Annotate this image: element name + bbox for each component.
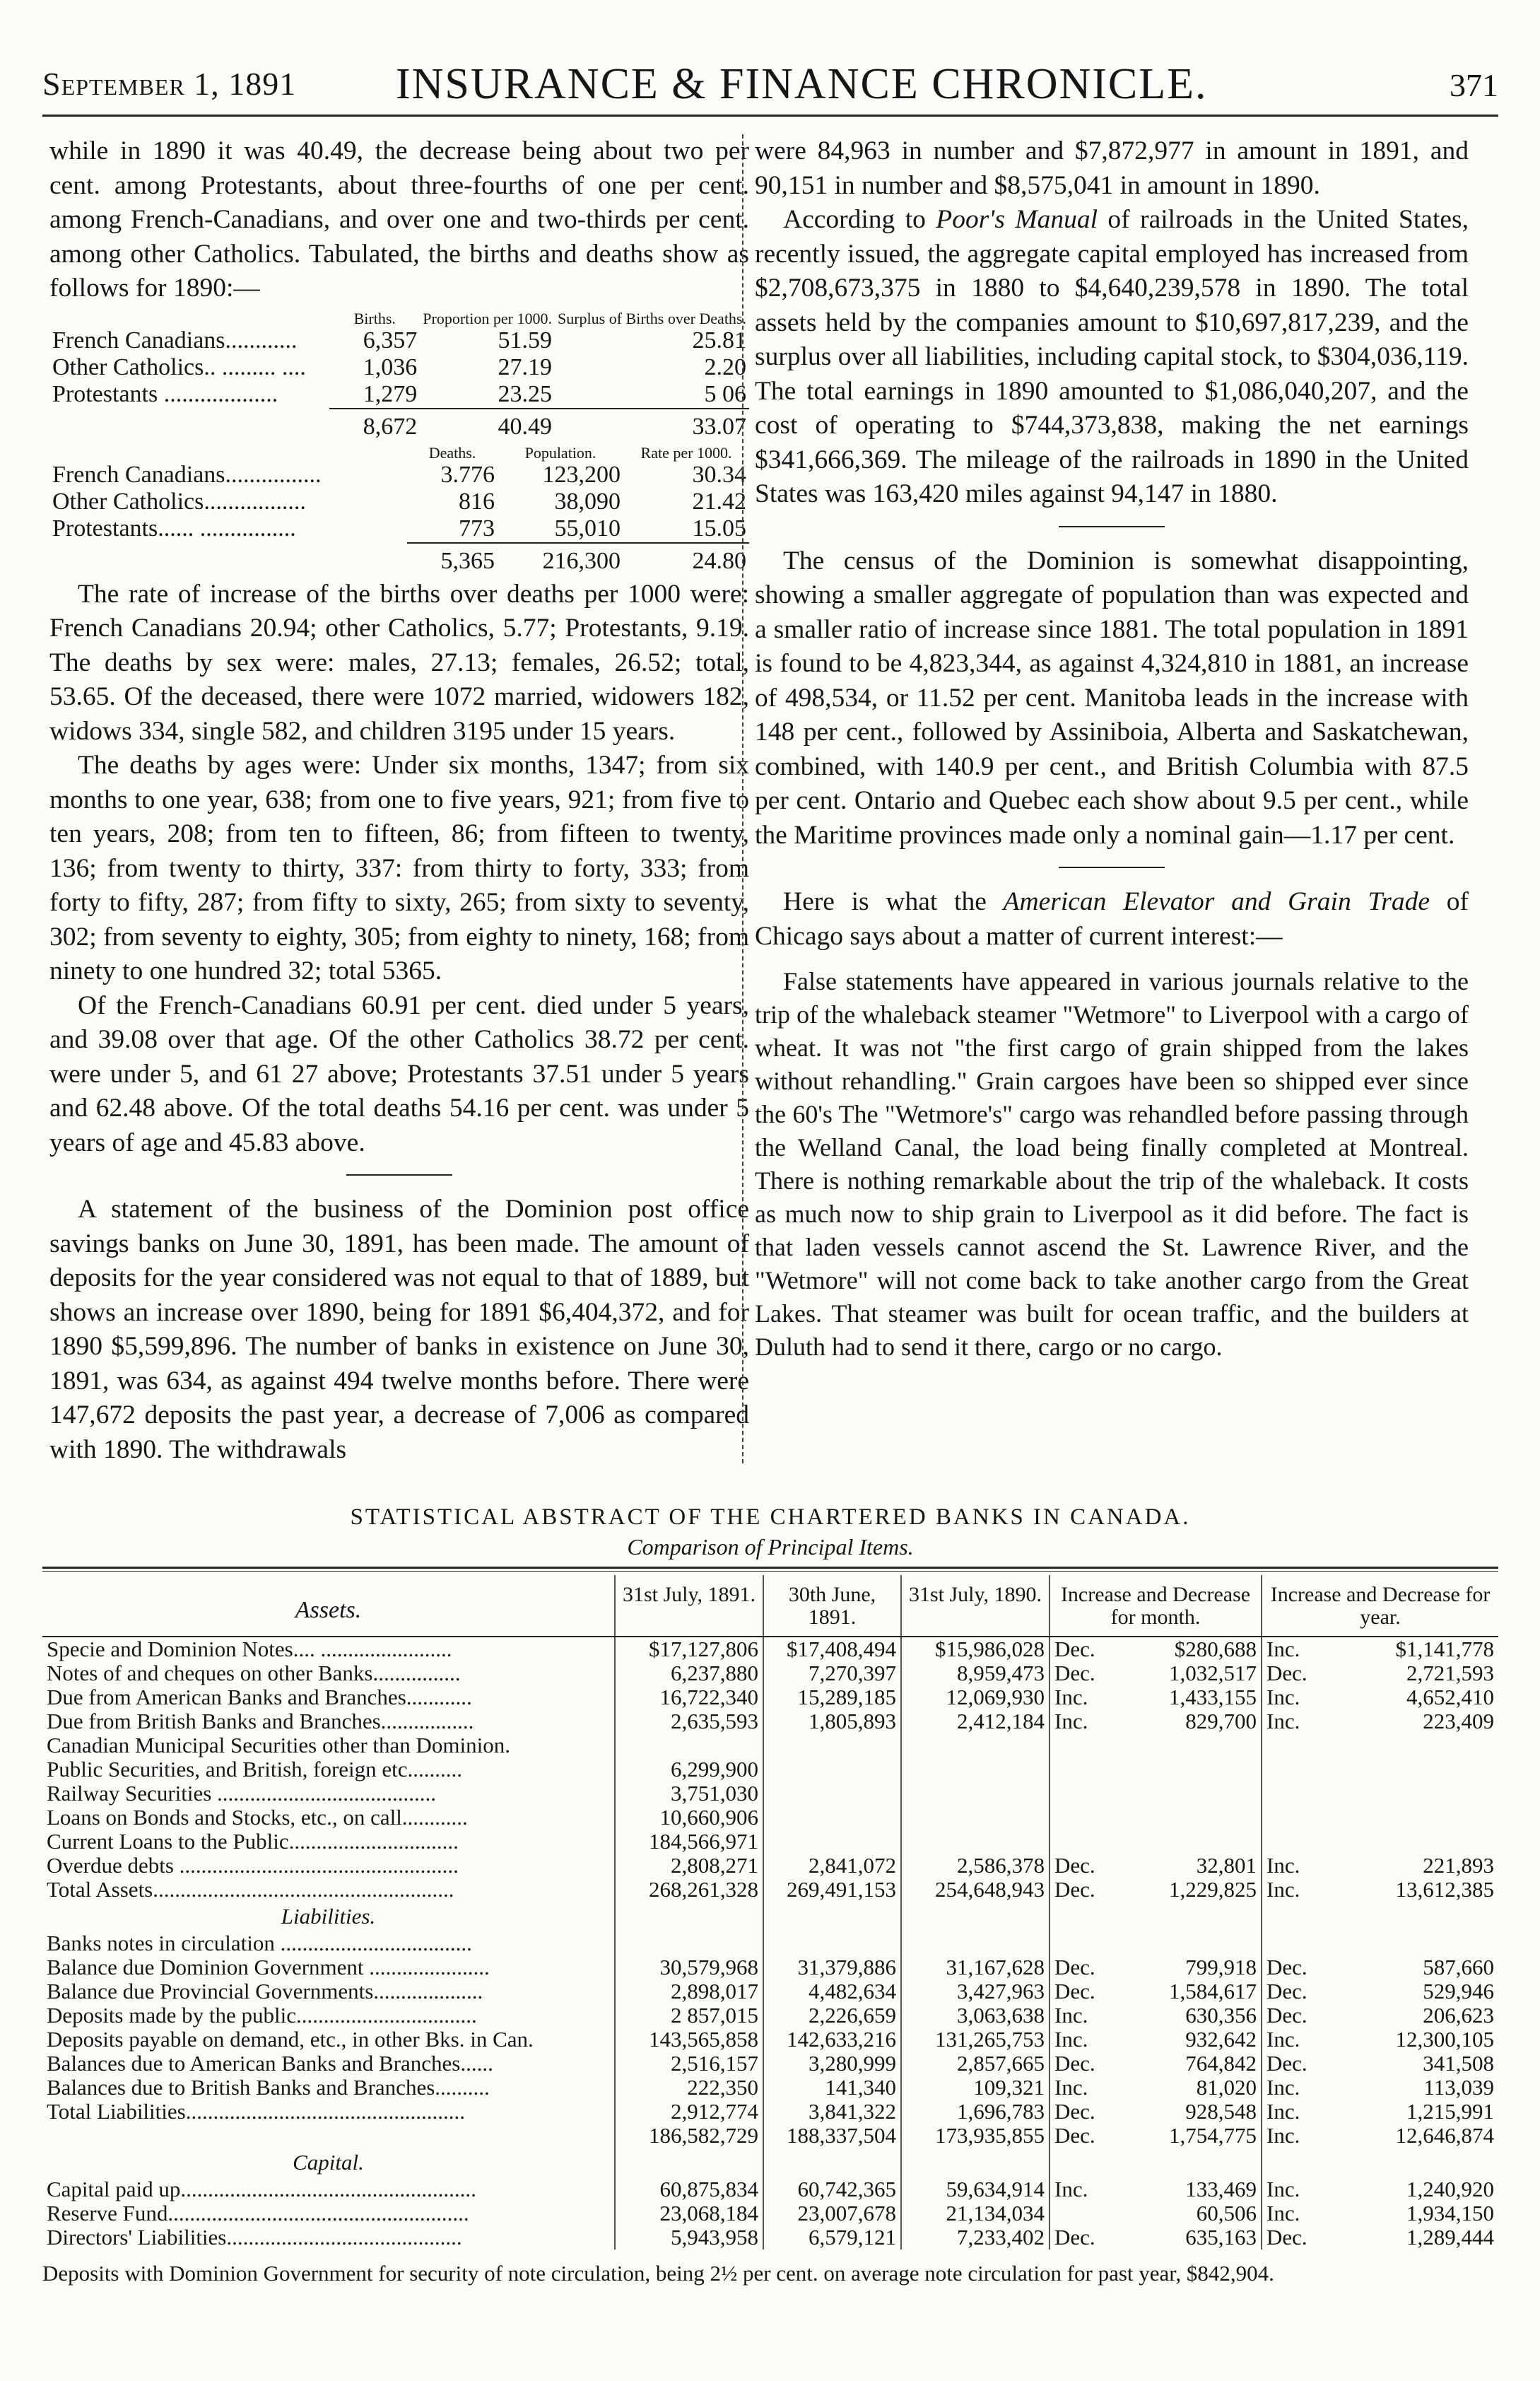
right-paragraph-1: were 84,963 in number and $7,872,977 in amount in 1891, and 90,151 in number and $8,575,041 in amount in 1890.	[755, 136, 1469, 200]
cell-yv: 4,652,410	[1406, 1685, 1495, 1709]
cell-y: Inc.	[1262, 1685, 1329, 1709]
cell-yv	[1329, 1757, 1498, 1782]
cell-c3: 3,427,963	[901, 1979, 1050, 2003]
table-total-row: 8,672 40.49 33.07	[49, 409, 749, 440]
cell-y: Inc.	[1262, 2201, 1329, 2225]
col-change-month: Increase and Decrease for month.	[1050, 1575, 1262, 1637]
table-row	[42, 1709, 1498, 1733]
cell-m: Inc.	[1050, 2028, 1117, 2052]
cell-yv: 1,215,991	[1406, 2100, 1495, 2124]
cell-c1: 3,751,030	[615, 1782, 763, 1806]
cell-yv: 206,623	[1423, 2003, 1495, 2028]
cell-c1: 222,350	[615, 2076, 763, 2100]
cell-item: Deposits made by the public.................................	[47, 2003, 477, 2028]
table-row	[42, 1782, 1498, 1806]
cell-mv: 799,918	[1185, 1955, 1257, 1979]
page-number: 371	[1450, 67, 1498, 103]
cell-c2: 3,280,999	[763, 2052, 901, 2076]
capital-heading: Capital.	[293, 2150, 364, 2175]
cell-yv	[1329, 1830, 1498, 1854]
cell-c1	[615, 1931, 763, 1955]
cell-item: Deposits payable on demand, etc., in other Bks. in Can.	[47, 2028, 534, 2052]
cell-c1: 2,635,593	[615, 1709, 763, 1733]
cell-c2	[763, 1931, 901, 1955]
cell-c1: 2,898,017	[615, 1979, 763, 2003]
cell-yv: 2,721,593	[1406, 1661, 1495, 1685]
cell-c3: 2,857,665	[901, 2052, 1050, 2076]
right-quotation: False statements have appeared in various journals relative to the trip of the whaleback steamer "Wetmore" to Liverpool with a cargo of wheat. It was not "the first cargo of grain shipped from the lakes without rehandling." Grain cargoes have been so shipped ever since the 60's The "Wetmore's" cargo was rehandled before passing through the Welland Canal, the load being finally completed at Montreal. There is nothing remarkable about the trip of the whaleback. It costs as much now to ship grain to Liverpool as it did before. The fact is that laden vessels cannot ascend the St. Lawrence River, and the "Wetmore" will not come back to take another cargo from the Great Lakes. That steamer was built for ocean traffic, and the builders at Duluth had to send it there, cargo or no cargo.	[755, 967, 1469, 1361]
cell-c2: 2,226,659	[763, 2003, 901, 2028]
cell-item: Directors' Liabilities...........................................	[47, 2225, 462, 2250]
cell-y: Dec.	[1262, 1955, 1329, 1979]
cell-c3: 12,069,930	[901, 1685, 1050, 1709]
left-paragraph-4: Of the French-Canadians 60.91 per cent. died under 5 years, and 39.08 over that age. Of the other Catholics 38.72 per cent. were under 5, and 61 27 above; Protestants 37.51 under 5 years and 62.48 above. Of the total deaths 54.16 per cent. was under 5 years of age and 45.83 above.	[49, 990, 749, 1157]
table-row	[42, 1661, 1498, 1685]
table-row	[42, 2052, 1498, 2076]
cell-c1: 16,722,340	[615, 1685, 763, 1709]
cell-c2: 1,805,893	[763, 1709, 901, 1733]
cell-mv	[1117, 1757, 1262, 1782]
table-row	[42, 1757, 1498, 1782]
cell-c1: 5,943,958	[615, 2225, 763, 2250]
cell-c3: 8,959,473	[901, 1661, 1050, 1685]
liabilities-heading: Liabilities.	[281, 1904, 376, 1929]
cell-item: Canadian Municipal Securities other than Dominion.	[47, 1733, 511, 1757]
cell-y: Dec.	[1262, 1661, 1329, 1685]
cell-y: Inc.	[1262, 1637, 1329, 1661]
table-row	[42, 1685, 1498, 1709]
table-row	[42, 1733, 1498, 1757]
cell-yv: 13,612,385	[1395, 1878, 1495, 1902]
abstract-top-rule	[42, 1567, 1498, 1569]
cell-mv: 1,754,775	[1169, 2124, 1257, 2148]
cell-mv: 1,229,825	[1169, 1878, 1257, 1902]
cell-mv: 1,433,155	[1169, 1685, 1257, 1709]
table-row	[42, 1878, 1498, 1902]
cell-yv: $1,141,778	[1395, 1637, 1495, 1661]
cell-c3: 2,412,184	[901, 1709, 1050, 1733]
cell-c1: 2,808,271	[615, 1854, 763, 1878]
cell-c3: 254,648,943	[901, 1878, 1050, 1902]
cell-item: Total Liabilities...................................................	[47, 2100, 465, 2124]
cell-mv: 635,163	[1185, 2225, 1257, 2250]
cell-c2	[763, 1757, 901, 1782]
cell-y: Inc.	[1262, 2124, 1329, 2148]
cell-y: Inc.	[1262, 2076, 1329, 2100]
cell-yv: 1,934,150	[1406, 2201, 1495, 2225]
table-row	[42, 2076, 1498, 2100]
cell-c2: 142,633,216	[763, 2028, 901, 2052]
cell-m: Dec.	[1050, 1854, 1117, 1878]
cell-mv: 764,842	[1185, 2052, 1257, 2076]
births-table	[49, 310, 749, 440]
cell-m	[1050, 1931, 1117, 1955]
column-divider	[742, 134, 743, 1463]
cell-c1: 2 857,015	[615, 2003, 763, 2028]
births-header: Births.	[353, 309, 396, 327]
left-column	[49, 134, 749, 1467]
cell-y	[1262, 1830, 1329, 1854]
left-paragraph-3: The deaths by ages were: Under six months, 1347; from six months to one year, 638; from one to five years, 921; from five to ten years, 208; from ten to fifteen, 86; from fifteen to twenty, 136; from twenty to thirty, 337: from thirty to forty, 333; from forty to fifty, 287; from fifty to sixty, 265; from sixty to seventy, 302; from seventy to eighty, 305; from eighty to ninety, 168; from ninety to one hundred 32; total 5365.	[49, 751, 749, 985]
cell-c2: 188,337,504	[763, 2124, 901, 2148]
cell-item: Public Securities, and British, foreign etc..........	[47, 1757, 463, 1782]
cell-c3: 2,586,378	[901, 1854, 1050, 1878]
cell-item: Loans on Bonds and Stocks, etc., on call............	[47, 1806, 468, 1830]
cell-c1: 30,579,968	[615, 1955, 763, 1979]
left-paragraph-1: while in 1890 it was 40.49, the decrease being about two per cent. among Protestants, about three-fourths of one per cent. among French-Canadians, and over one and two-thirds per cent. among other Catholics. Tabulated, the births and deaths show as follows for 1890:—	[49, 136, 749, 303]
cell-c1: 6,299,900	[615, 1757, 763, 1782]
abstract-top-rule-thin	[42, 1571, 1498, 1572]
table-row: Protestants ................... 1,279 23.25 5 06	[52, 380, 746, 407]
table-row	[42, 1637, 1498, 1661]
cell-c2: 31,379,886	[763, 1955, 901, 1979]
cell-m: Dec.	[1050, 1979, 1117, 2003]
table-row	[42, 2124, 1498, 2148]
cell-m: Dec.	[1050, 1955, 1117, 1979]
cell-c3	[901, 1782, 1050, 1806]
cell-c1: 184,566,971	[615, 1830, 763, 1854]
cell-c2: 23,007,678	[763, 2201, 901, 2225]
table-row: French Canadians................ 3.776 123,200 30.34	[52, 461, 746, 488]
section-divider	[1059, 867, 1165, 868]
cell-c3: 1,696,783	[901, 2100, 1050, 2124]
cell-c3: 59,634,914	[901, 2177, 1050, 2201]
cell-c3: 7,233,402	[901, 2225, 1050, 2250]
cell-yv: 223,409	[1423, 1709, 1495, 1733]
cell-m: Inc.	[1050, 1709, 1117, 1733]
cell-mv	[1117, 1931, 1262, 1955]
table-row	[42, 2028, 1498, 2052]
right-column	[755, 134, 1469, 1364]
cell-mv: 81,020	[1196, 2076, 1257, 2100]
table-row	[42, 2003, 1498, 2028]
left-paragraph-2: The rate of increase of the births over deaths per 1000 were: French Canadians 20.94; other Catholics, 5.77; Protestants, 9.19. The deaths by sex were: males, 27.13; females, 26.52; total, 53.65. Of the deceased, there were 1072 married, widowers 182, widows 334, single 582, and children 3195 under 15 years.	[49, 579, 749, 746]
table-row: French Canadians............ 6,357 51.59 25.81	[52, 327, 746, 353]
cell-mv	[1117, 1782, 1262, 1806]
cell-y: Inc.	[1262, 2100, 1329, 2124]
cell-y: Inc.	[1262, 1854, 1329, 1878]
cell-c2: 269,491,153	[763, 1878, 901, 1902]
cell-m	[1050, 1757, 1117, 1782]
cell-m: Dec.	[1050, 2100, 1117, 2124]
table-row	[42, 2201, 1498, 2225]
cell-c2: 7,270,397	[763, 1661, 901, 1685]
cell-item: Balances due to American Banks and Branches......	[47, 2052, 493, 2076]
cell-c1	[615, 1733, 763, 1757]
table-row	[42, 1931, 1498, 1955]
cell-m: Inc.	[1050, 1685, 1117, 1709]
table-row	[42, 2225, 1498, 2250]
cell-m: Dec.	[1050, 1661, 1117, 1685]
cell-mv: 1,032,517	[1169, 1661, 1257, 1685]
cell-yv	[1329, 1733, 1498, 1757]
cell-item: Due from British Banks and Branches.................	[47, 1709, 474, 1733]
cell-yv: 341,508	[1423, 2052, 1495, 2076]
cell-item: Balance due Provincial Governments....................	[47, 1979, 483, 2003]
cell-c3: $15,986,028	[901, 1637, 1050, 1661]
cell-m	[1050, 1806, 1117, 1830]
assets-header: Assets.	[42, 1575, 615, 1637]
cell-c1: 6,237,880	[615, 1661, 763, 1685]
cell-c2: $17,408,494	[763, 1637, 901, 1661]
cell-yv: 1,289,444	[1406, 2225, 1495, 2250]
cell-mv: $280,688	[1174, 1637, 1257, 1661]
proportion-header: Proportion per 1000.	[423, 309, 552, 327]
col-31st-july-1891: 31st July, 1891.	[615, 1575, 763, 1637]
cell-yv: 221,893	[1423, 1854, 1495, 1878]
surplus-header: Surplus of Births over Deaths.	[557, 309, 746, 327]
cell-y: Dec.	[1262, 2052, 1329, 2076]
cell-m	[1050, 2201, 1117, 2225]
cell-c3: 3,063,638	[901, 2003, 1050, 2028]
cell-item	[42, 2124, 615, 2148]
cell-m: Inc.	[1050, 2076, 1117, 2100]
cell-mv: 133,469	[1185, 2177, 1257, 2201]
cell-item: Balances due to British Banks and Branches..........	[47, 2076, 490, 2100]
col-30th-june-1891: 30th June, 1891.	[763, 1575, 901, 1637]
table-row	[42, 2177, 1498, 2201]
cell-mv: 928,548	[1185, 2100, 1257, 2124]
cell-mv: 1,584,617	[1169, 1979, 1257, 2003]
cell-item: Total Assets.......................................................	[47, 1878, 454, 1902]
cell-m: Inc.	[1050, 2177, 1117, 2201]
cell-m: Dec.	[1050, 2124, 1117, 2148]
cell-item: Reserve Fund.......................................................	[47, 2201, 469, 2225]
cell-item: Due from American Banks and Branches............	[47, 1685, 472, 1709]
cell-c2: 3,841,322	[763, 2100, 901, 2124]
abstract-subtitle: Comparison of Principal Items.	[627, 1534, 914, 1560]
cell-item: Balance due Dominion Government ......................	[47, 1955, 490, 1979]
cell-item: Banks notes in circulation ...................................	[47, 1931, 472, 1955]
cell-m: Dec.	[1050, 1878, 1117, 1902]
cell-c2: 2,841,072	[763, 1854, 901, 1878]
italic-title: Poor's Manual	[936, 205, 1098, 234]
cell-c1: 2,516,157	[615, 2052, 763, 2076]
cell-c3: 173,935,855	[901, 2124, 1050, 2148]
population-header: Population.	[524, 443, 596, 462]
rate-header: Rate per 1000.	[640, 443, 732, 462]
cell-c2: 6,579,121	[763, 2225, 901, 2250]
section-divider	[1059, 526, 1165, 527]
cell-yv: 587,660	[1423, 1955, 1495, 1979]
cell-c1: $17,127,806	[615, 1637, 763, 1661]
page-header	[42, 55, 1498, 112]
cell-c2	[763, 1806, 901, 1830]
cell-c3	[901, 1931, 1050, 1955]
abstract-footnote: Deposits with Dominion Government for security of note circulation, being 2½ per cent. on average note circulation for past year, $842,904.	[42, 2261, 1274, 2286]
publication-title: INSURANCE & FINANCE CHRONICLE.	[396, 60, 1208, 108]
cell-item: Overdue debts ...................................................	[47, 1854, 459, 1878]
cell-c2	[763, 1782, 901, 1806]
cell-c3: 109,321	[901, 2076, 1050, 2100]
col-change-year: Increase and Decrease for year.	[1262, 1575, 1498, 1637]
cell-c1: 60,875,834	[615, 2177, 763, 2201]
cell-yv	[1329, 1806, 1498, 1830]
cell-y	[1262, 1733, 1329, 1757]
cell-y: Inc.	[1262, 1878, 1329, 1902]
table-row: Protestants...... ................ 773 55,010 15.05	[52, 515, 746, 542]
cell-m	[1050, 1782, 1117, 1806]
header-rule	[42, 115, 1498, 117]
cell-c3: 21,134,034	[901, 2201, 1050, 2225]
cell-m	[1050, 1830, 1117, 1854]
cell-mv: 932,642	[1185, 2028, 1257, 2052]
cell-c2	[763, 1830, 901, 1854]
cell-y	[1262, 1931, 1329, 1955]
cell-y: Inc.	[1262, 1709, 1329, 1733]
cell-m: Inc.	[1050, 2003, 1117, 2028]
cell-c1: 2,912,774	[615, 2100, 763, 2124]
cell-mv	[1117, 1733, 1262, 1757]
cell-yv: 12,646,874	[1395, 2124, 1495, 2148]
cell-c3: 31,167,628	[901, 1955, 1050, 1979]
cell-c2: 141,340	[763, 2076, 901, 2100]
cell-c3	[901, 1830, 1050, 1854]
cell-yv: 529,946	[1423, 1979, 1495, 2003]
issue-date: September 1, 1891	[42, 66, 297, 102]
right-paragraph-2: According to Poor's Manual of railroads in the United States, recently issued, the aggregate capital employed has increased from $2,708,673,375 in 1880 to $4,640,239,578 in 1890. The total assets held by the companies amount to $10,697,817,239, and the surplus over all liabilities, including capital stock, to $304,036,119. The total earnings in 1890 amounted to $1,086,040,207, and the cost of operating to $744,373,838, making the net earnings $341,666,369. The mileage of the railroads in 1890 in the United States was 163,420 miles against 94,147 in 1880.	[755, 205, 1469, 508]
cell-c2: 60,742,365	[763, 2177, 901, 2201]
cell-c1: 10,660,906	[615, 1806, 763, 1830]
left-paragraph-5: A statement of the business of the Dominion post office savings banks on June 30, 1891, has been made. The amount of deposits for the year considered was not equal to that of 1889, but shows an increase over 1890, being for 1891 $6,404,372, and for 1890 $5,599,896. The number of banks in existence on June 30, 1891, was 634, as against 494 twelve months before. There were 147,672 deposits the past year, a decrease of 7,006 as compared with 1890. The withdrawals	[49, 1195, 749, 1464]
cell-y: Inc.	[1262, 2028, 1329, 2052]
table-row	[42, 1854, 1498, 1878]
cell-c3: 131,265,753	[901, 2028, 1050, 2052]
table-row: Other Catholics................. 816 38,090 21.42	[52, 488, 746, 515]
italic-title: American Elevator and Grain Trade	[1003, 887, 1430, 916]
table-row: Other Catholics.. ......... .... 1,036 27.19 2.20	[52, 353, 746, 380]
cell-y: Inc.	[1262, 2177, 1329, 2201]
cell-c2: 4,482,634	[763, 1979, 901, 2003]
section-divider	[346, 1174, 452, 1176]
cell-item: Railway Securities ........................................	[47, 1782, 437, 1806]
cell-y: Dec.	[1262, 2003, 1329, 2028]
table-row	[42, 1806, 1498, 1830]
cell-y	[1262, 1782, 1329, 1806]
cell-mv: 32,801	[1196, 1854, 1257, 1878]
cell-yv: 12,300,105	[1395, 2028, 1495, 2052]
cell-m: Dec.	[1050, 2052, 1117, 2076]
table-row	[42, 1979, 1498, 2003]
cell-y: Dec.	[1262, 1979, 1329, 2003]
cell-m	[1050, 1733, 1117, 1757]
cell-y	[1262, 1757, 1329, 1782]
abstract-title: STATISTICAL ABSTRACT OF THE CHARTERED BANKS IN CANADA.	[350, 1504, 1191, 1530]
cell-c3	[901, 1757, 1050, 1782]
cell-item: Specie and Dominion Notes.... ........................	[47, 1637, 452, 1661]
bank-abstract-table	[42, 1575, 1498, 2250]
cell-yv	[1329, 1931, 1498, 1955]
cell-yv: 113,039	[1423, 2076, 1495, 2100]
cell-yv	[1329, 1782, 1498, 1806]
col-31st-july-1890: 31st July, 1890.	[901, 1575, 1050, 1637]
cell-y: Dec.	[1262, 2225, 1329, 2250]
cell-mv: 630,356	[1185, 2003, 1257, 2028]
cell-mv	[1117, 1830, 1262, 1854]
cell-yv: 1,240,920	[1406, 2177, 1495, 2201]
cell-item: Current Loans to the Public...............................	[47, 1830, 459, 1854]
cell-c1: 268,261,328	[615, 1878, 763, 1902]
cell-c2: 15,289,185	[763, 1685, 901, 1709]
cell-y	[1262, 1806, 1329, 1830]
cell-c2	[763, 1733, 901, 1757]
cell-item: Notes of and cheques on other Banks................	[47, 1661, 461, 1685]
cell-c1: 23,068,184	[615, 2201, 763, 2225]
deaths-table	[49, 445, 749, 575]
cell-m: Dec.	[1050, 2225, 1117, 2250]
cell-c1: 186,582,729	[615, 2124, 763, 2148]
table-total-row: 5,365 216,300 24.80	[49, 543, 749, 575]
deaths-header: Deaths.	[428, 443, 476, 462]
table-row	[42, 1830, 1498, 1854]
cell-item: Capital paid up......................................................	[47, 2177, 476, 2201]
cell-mv: 829,700	[1185, 1709, 1257, 1733]
cell-mv	[1117, 1806, 1262, 1830]
cell-mv: 60,506	[1196, 2201, 1257, 2225]
cell-c1: 143,565,858	[615, 2028, 763, 2052]
right-paragraph-4: Here is what the American Elevator and Grain Trade of Chicago says about a matter of current interest:—	[755, 887, 1469, 951]
table-row	[42, 1955, 1498, 1979]
cell-c3	[901, 1806, 1050, 1830]
table-row	[42, 2100, 1498, 2124]
right-paragraph-3: The census of the Dominion is somewhat disappointing, showing a smaller aggregate of population than was expected and a smaller ratio of increase since 1881. The total population in 1891 is found to be 4,823,344, as against 4,324,810 in 1881, an increase of 498,534, or 11.52 per cent. Manitoba leads in the increase with 148 per cent., followed by Assiniboia, Alberta and Saskatchewan, combined, with 140.9 per cent., and British Columbia with 87.5 per cent. Ontario and Quebec each show about 9.5 per cent., while the Maritime provinces made only a nominal gain—1.17 per cent.	[755, 546, 1469, 850]
cell-m: Dec.	[1050, 1637, 1117, 1661]
cell-c3	[901, 1733, 1050, 1757]
